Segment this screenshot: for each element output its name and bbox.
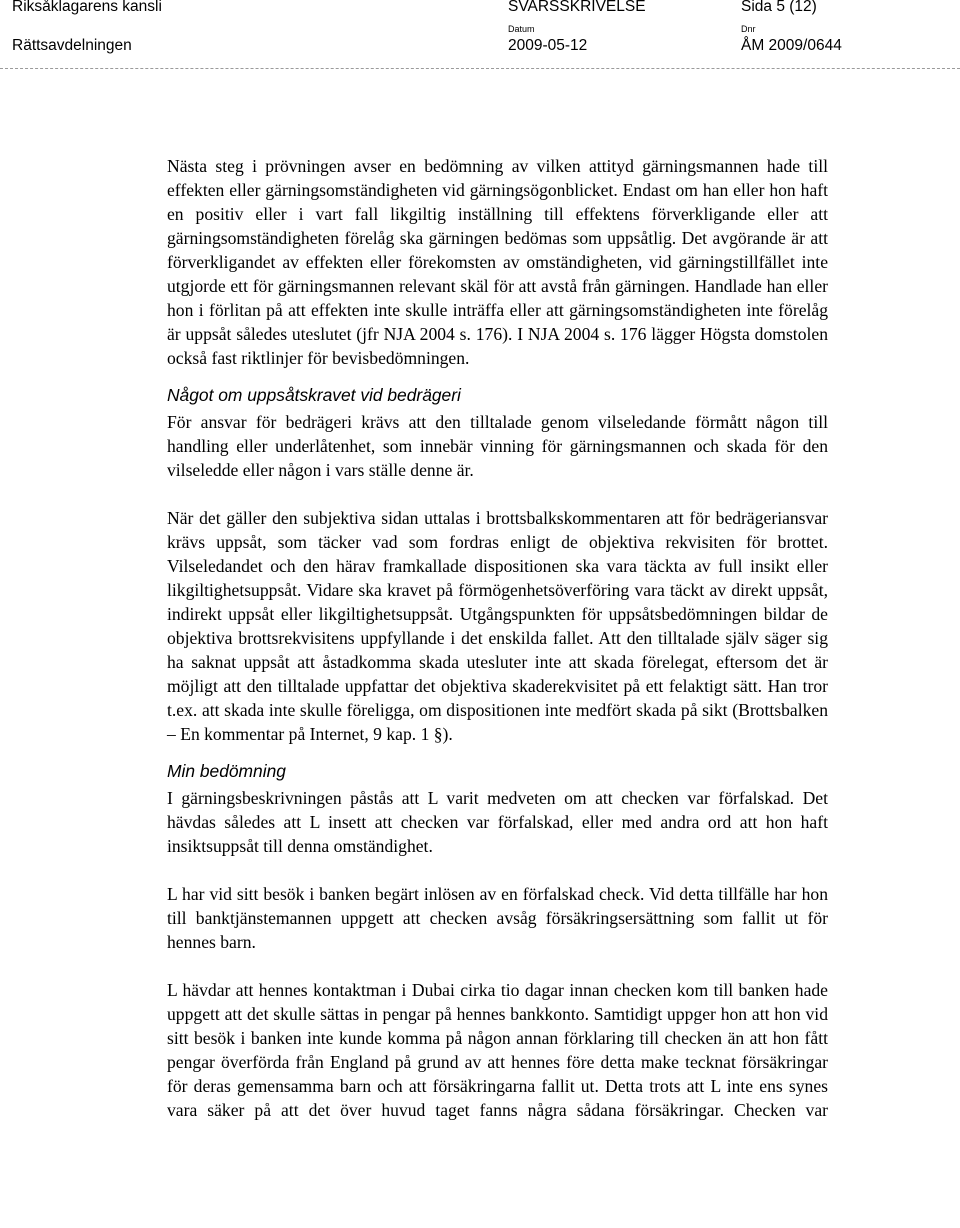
paragraph-bedrageri-ansvar: För ansvar för bedrägeri krävs att den tilltalade genom vilseledande förmått någon till handling eller underlåtenhet, som innebär vinning för gärningsmannen och skada för den vilseledde eller någon i vars ställe denne är. (167, 412, 828, 480)
section-heading-uppsatskravet: Något om uppsåtskravet vid bedrägeri (167, 385, 461, 405)
paragraph-garningsbeskrivning: I gärningsbeskrivningen påstås att L varit medveten om att checken var förfalskad. Det hävdas således att L insett att checken var förfalskad, eller med andra ord att hon haft insiktsuppsåt till denna omständighet. (167, 788, 828, 856)
section-heading-min-bedomning: Min bedömning (167, 761, 286, 781)
dnr-number: ÅM 2009/0644 (741, 37, 842, 54)
document-body (167, 154, 828, 1122)
paragraph-besok-banken: L har vid sitt besök i banken begärt inlösen av en förfalskad check. Vid detta tillfälle har hon till banktjänstemannen uppgett att checken avsåg försäkringsersättning som fallit ut för hennes barn. (167, 884, 828, 952)
department-name: Rättsavdelningen (12, 37, 132, 54)
paragraph-subjektiva-sidan: När det gäller den subjektiva sidan uttalas i brottsbalkskommentaren att för bedrägeriansvar krävs uppsåt, som täcker vad som fordras enligt de objektiva rekvisiten för brottet. Vilseledandet och den härav framkallade dispositionen ska vara täckta av full insikt eller likgiltighetsuppsåt. Vidare ska kravet på förmögenhetsöverföring vara täckt av direkt uppsåt, indirekt uppsåt eller likgiltighetsuppsåt. Utgångspunkten för uppsåtsbedömningen bildar de objektiva brottsrekvisitens uppfyllande i det enskilda fallet. Att den tilltalade själv säger sig ha saknat uppsåt att åstadkomma skada utesluter inte att skada förelegat, eftersom det är möjligt att den tilltalade uppfattar det objektiva skaderekvisitet på ett felaktigt sätt. Han tror t.ex. att skada inte skulle föreligga, om dispositionen inte medfört skada på sikt (Brottsbalken – En kommentar på Internet, 9 kap. 1 §). (167, 508, 828, 744)
paragraph-kontaktman-dubai: L hävdar att hennes kontaktman i Dubai cirka tio dagar innan checken kom till banken hade uppgett att det skulle sättas in pengar på hennes bankkonto. Samtidigt uppger hon att hon vid sitt besök i banken inte kunde komma på någon annan förklaring till checken än att hon fått pengar överförda från England på grund av att hennes före detta make tecknat försäkringar för deras gemensamma barn och att försäkringarna fallit ut. Detta trots att L inte ens synes vara säker på att det över huvud taget fanns några sådana försäkringar. Checken var (167, 980, 828, 1120)
paragraph-attityd: Nästa steg i prövningen avser en bedömning av vilken attityd gärningsmannen hade till effekten eller gärningsomständigheten vid gärningsögonblicket. Endast om han eller hon haft en positiv eller i vart fall likgiltig inställning till effektens förverkligande eller att gärningsomständigheten förelåg ska gärningen bedömas som uppsåtlig. Det avgörande är att förverkligandet av effekten eller förekomsten av omständigheten, vid gärningstillfället inte utgjorde ett för gärningsmannen relevant skäl för att avstå från gärningen. Handlade han eller hon i förlitan på att effekten inte skulle inträffa eller att gärningsomständigheten inte förelåg är uppsåt således uteslutet (jfr NJA 2004 s. 176). I NJA 2004 s. 176 lägger Högsta domstolen också fast riktlinjer för bevisbedömningen. (167, 156, 828, 368)
page-number: Sida 5 (12) (741, 0, 817, 15)
document-date: 2009-05-12 (508, 37, 588, 54)
date-label: Datum (508, 24, 535, 34)
organization-name: Riksåklagarens kansli (12, 0, 162, 15)
header-divider (0, 68, 960, 69)
dnr-label: Dnr (741, 24, 756, 34)
document-type: SVARSSKRIVELSE (508, 0, 646, 15)
